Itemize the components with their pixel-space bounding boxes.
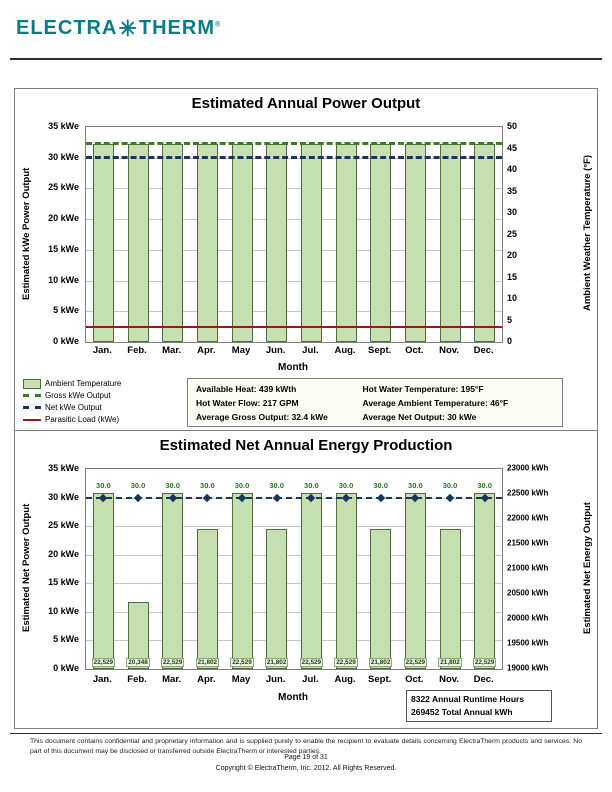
y-tick-right: 25	[507, 228, 518, 239]
y-tick-right: 22500 kWh	[507, 488, 549, 498]
y-tick-left: 25 kWe	[48, 520, 79, 531]
line-marker-icon	[272, 493, 280, 501]
y-tick-left: 5 kWe	[53, 305, 79, 316]
net-kwe-value-label: 30.0	[442, 480, 458, 490]
logo-text-therm: THERM	[138, 17, 215, 39]
x-tick-Sept.: Sept.	[368, 674, 392, 685]
bar-Oct.	[405, 493, 426, 669]
bar-Nov.	[440, 529, 461, 669]
y-tick-left: 35 kWe	[48, 463, 79, 473]
bar-kwh-value-label: 22,529	[232, 659, 252, 666]
y-tick-left: 0 kWe	[53, 663, 79, 673]
page-number: Page 19 of 31	[284, 754, 328, 761]
bar-kwh-value-label: 20,348	[128, 659, 148, 666]
x-tick-Nov.: Nov.	[439, 345, 459, 356]
line-Parasitic Load (kWe)	[86, 326, 502, 328]
footer-divider	[10, 733, 602, 734]
bar-Sept.	[370, 144, 391, 342]
net-kwe-value-label: 30.0	[269, 480, 284, 490]
x-tick-Dec.: Dec.	[473, 345, 494, 356]
y-tick-right: 21500 kWh	[507, 538, 549, 548]
bar-Jan.	[93, 493, 114, 669]
x-tick-Jul.: Jul.	[302, 345, 319, 356]
y-tick-right: 50	[507, 121, 518, 131]
x-tick-Oct.: Oct.	[405, 345, 424, 356]
x-tick-Jun.: Jun.	[265, 674, 286, 685]
info-available-heat: Available Heat: 439 kWth	[196, 383, 297, 394]
legend-dashed-navy-line-icon	[23, 406, 41, 409]
legend-solid-red-line-icon	[23, 419, 41, 421]
y-tick-right: 5	[507, 314, 513, 325]
bar-May	[232, 144, 253, 342]
net-kwe-value-label: 30.0	[338, 480, 354, 490]
bar-Jul.	[301, 493, 322, 669]
net-kwe-value-label: 30.0	[304, 480, 319, 490]
line-Net kWe Output	[86, 497, 502, 499]
x-tick-Mar.: Mar.	[162, 674, 182, 685]
info-hot-water-temp: Hot Water Temperature: 195°F	[362, 383, 484, 394]
plot-area	[85, 468, 503, 670]
y-tick-left: 0 kWe	[53, 336, 79, 346]
x-tick-Jul.: Jul.	[302, 674, 319, 685]
x-tick-Mar.: Mar.	[162, 345, 182, 356]
y-axis-label-right: Estimated Net Energy Output	[582, 502, 593, 634]
legend-dashed-green-line-icon	[23, 394, 41, 397]
y-tick-right: 10	[507, 293, 518, 303]
bar-kwh-value-label: 21,802	[370, 659, 391, 666]
net-kwe-value-label: 30.0	[200, 480, 215, 490]
bar-Dec.	[474, 144, 495, 342]
x-tick-Sept.: Sept.	[368, 345, 392, 356]
bar-Nov.	[440, 144, 461, 342]
line-marker-icon	[376, 493, 384, 501]
logo-text-electra: ELECTRA	[16, 17, 118, 39]
bar-kwh-value-label: 21,802	[440, 659, 460, 666]
bar-Jan.	[93, 144, 114, 342]
y-tick-right: 35	[507, 185, 518, 196]
y-tick-right: 45	[507, 142, 518, 153]
x-tick-Feb.: Feb.	[127, 345, 147, 356]
bar-Feb.	[128, 144, 149, 342]
system-info-panel	[187, 378, 563, 427]
annual-power-output-chart	[14, 88, 598, 431]
x-tick-Aug.: Aug.	[334, 674, 356, 685]
legend	[23, 378, 121, 426]
legend-label: Net kWe Output	[45, 403, 102, 412]
x-axis-tick-labels	[85, 674, 501, 686]
confidentiality-disclaimer: This document contains confidential and proprietary information and is supplied purely to enable the recipient to evaluate details concerning ElectraTherm products and services. No part of this document may be disclosed or transferred outside ElectraTherm or interested parties.	[30, 738, 582, 755]
y-tick-left: 25 kWe	[48, 182, 79, 193]
y-tick-left: 15 kWe	[48, 577, 79, 588]
legend-label: Parasitic Load (kWe)	[45, 415, 120, 424]
y-tick-left: 20 kWe	[48, 213, 79, 224]
net-kwe-value-label: 30.0	[130, 480, 146, 490]
y-axis-label-left: Estimated Net Power Output	[21, 503, 32, 633]
line-Gross kWe Output	[86, 142, 502, 145]
net-kwe-value-label: 30.0	[477, 480, 492, 490]
bar-kwh-value-label: 22,529	[93, 659, 114, 666]
y-tick-right: 20	[507, 250, 518, 260]
gridline	[86, 526, 502, 527]
legend-label: Ambient Temperature	[45, 379, 122, 388]
legend-bar-swatch-icon	[23, 379, 41, 389]
y-tick-left: 10 kWe	[48, 605, 79, 616]
x-tick-May: May	[231, 674, 251, 685]
x-tick-Apr.: Apr.	[197, 674, 216, 685]
bar-kwh-value-label: 21,802	[197, 659, 218, 666]
chart-title: Estimated Net Annual Energy Production	[159, 437, 453, 454]
y-tick-left: 35 kWe	[48, 121, 79, 131]
line-marker-icon	[203, 493, 211, 501]
bar-Oct.	[405, 144, 426, 342]
net-kwe-value-label: 30.0	[373, 480, 388, 490]
x-tick-Jan.: Jan.	[92, 674, 112, 685]
x-axis-label: Month	[278, 362, 308, 373]
legend-item-net	[23, 402, 121, 414]
annual-summary-panel	[406, 690, 552, 722]
bar-Apr.	[197, 529, 218, 669]
y-axis-ticks-left	[39, 463, 81, 673]
y-tick-right: 40	[507, 164, 518, 174]
bar-Jun.	[266, 529, 287, 669]
line-marker-icon	[134, 493, 142, 501]
y-tick-right: 15	[507, 271, 518, 282]
registered-mark: ®	[215, 21, 222, 29]
legend-item-ambient	[23, 378, 121, 390]
bar-kwh-value-label: 21,802	[266, 659, 287, 666]
y-tick-right: 20000 kWh	[507, 613, 549, 623]
legend-label: Gross kWe Output	[45, 391, 111, 400]
y-tick-left: 30 kWe	[48, 491, 79, 502]
annual-runtime-hours: 8322 Annual Runtime Hours	[411, 694, 525, 704]
bar-kwh-value-label: 22,529	[336, 659, 356, 666]
y-tick-left: 15 kWe	[48, 243, 79, 254]
bar-Aug.	[336, 493, 357, 669]
net-kwe-value-label: 30.0	[165, 480, 180, 490]
bar-May	[232, 493, 253, 669]
bar-Aug.	[336, 144, 357, 342]
annual-energy-production-chart	[14, 430, 598, 729]
x-tick-Oct.: Oct.	[405, 674, 424, 685]
info-avg-net-output: Average Net Output: 30 kWe	[362, 411, 477, 422]
legend-item-gross	[23, 390, 121, 402]
net-kwe-value-label: 30.0	[408, 480, 423, 490]
electratherm-logo	[16, 16, 221, 42]
info-hot-water-flow: Hot Water Flow: 217 GPM	[196, 397, 299, 408]
y-tick-left: 5 kWe	[53, 634, 79, 645]
bar-Mar.	[162, 144, 183, 342]
line-Net kWe Output	[86, 156, 502, 159]
bar-Jun.	[266, 144, 287, 342]
bar-Apr.	[197, 144, 218, 342]
y-tick-right: 20500 kWh	[507, 588, 549, 598]
net-kwe-value-label: 30.0	[96, 480, 111, 490]
net-kwe-value-label: 30.0	[234, 480, 250, 490]
line-marker-icon	[446, 493, 454, 501]
bar-Jul.	[301, 144, 322, 342]
bar-Dec.	[474, 493, 495, 669]
x-tick-Dec.: Dec.	[473, 674, 494, 685]
y-axis-ticks-right	[504, 463, 556, 673]
plot-area	[85, 126, 503, 343]
y-tick-left: 10 kWe	[48, 274, 79, 285]
info-avg-gross-output: Average Gross Output: 32.4 kWe	[196, 411, 328, 422]
bar-kwh-value-label: 22,529	[301, 659, 322, 666]
bar-kwh-value-label: 22,529	[162, 659, 183, 666]
y-axis-label-left: Estimated kWe Power Output	[21, 167, 32, 300]
y-tick-left: 30 kWe	[48, 151, 79, 162]
header-divider	[10, 58, 602, 60]
copyright-line: Copyright © ElectraTherm, Inc. 2012. All Rights Reserved.	[215, 765, 397, 772]
x-tick-Nov.: Nov.	[439, 674, 459, 685]
total-annual-kwh: 269452 Total Annual kWh	[411, 707, 513, 717]
x-tick-Feb.: Feb.	[127, 674, 147, 685]
info-avg-ambient-temp: Average Ambient Temperature: 46°F	[362, 397, 509, 408]
bar-kwh-value-label: 22,529	[405, 659, 426, 666]
y-tick-right: 23000 kWh	[507, 463, 549, 473]
y-axis-label-right: Ambient Weather Temperature (°F)	[582, 155, 593, 312]
y-tick-right: 22000 kWh	[507, 513, 549, 523]
y-tick-right: 21000 kWh	[507, 563, 549, 573]
x-tick-Apr.: Apr.	[197, 345, 216, 356]
bar-Sept.	[370, 529, 391, 669]
y-tick-right: 19500 kWh	[507, 638, 549, 648]
x-axis-label: Month	[278, 692, 308, 703]
y-tick-right: 30	[507, 207, 518, 217]
y-tick-right: 19000 kWh	[507, 663, 549, 673]
x-tick-Jan.: Jan.	[92, 345, 112, 356]
x-axis-tick-labels	[85, 345, 501, 357]
chart-title: Estimated Annual Power Output	[191, 95, 421, 112]
bar-kwh-value-label: 22,529	[474, 659, 495, 666]
x-tick-Jun.: Jun.	[265, 345, 286, 356]
y-tick-left: 20 kWe	[48, 548, 79, 559]
y-axis-ticks-left	[39, 121, 81, 346]
logo-star-icon: ✳	[118, 16, 138, 41]
bar-Mar.	[162, 493, 183, 669]
y-axis-ticks-right	[504, 121, 556, 346]
y-tick-right: 0	[507, 336, 513, 346]
legend-item-parasitic	[23, 414, 121, 426]
x-tick-May: May	[231, 345, 251, 356]
x-tick-Aug.: Aug.	[334, 345, 356, 356]
